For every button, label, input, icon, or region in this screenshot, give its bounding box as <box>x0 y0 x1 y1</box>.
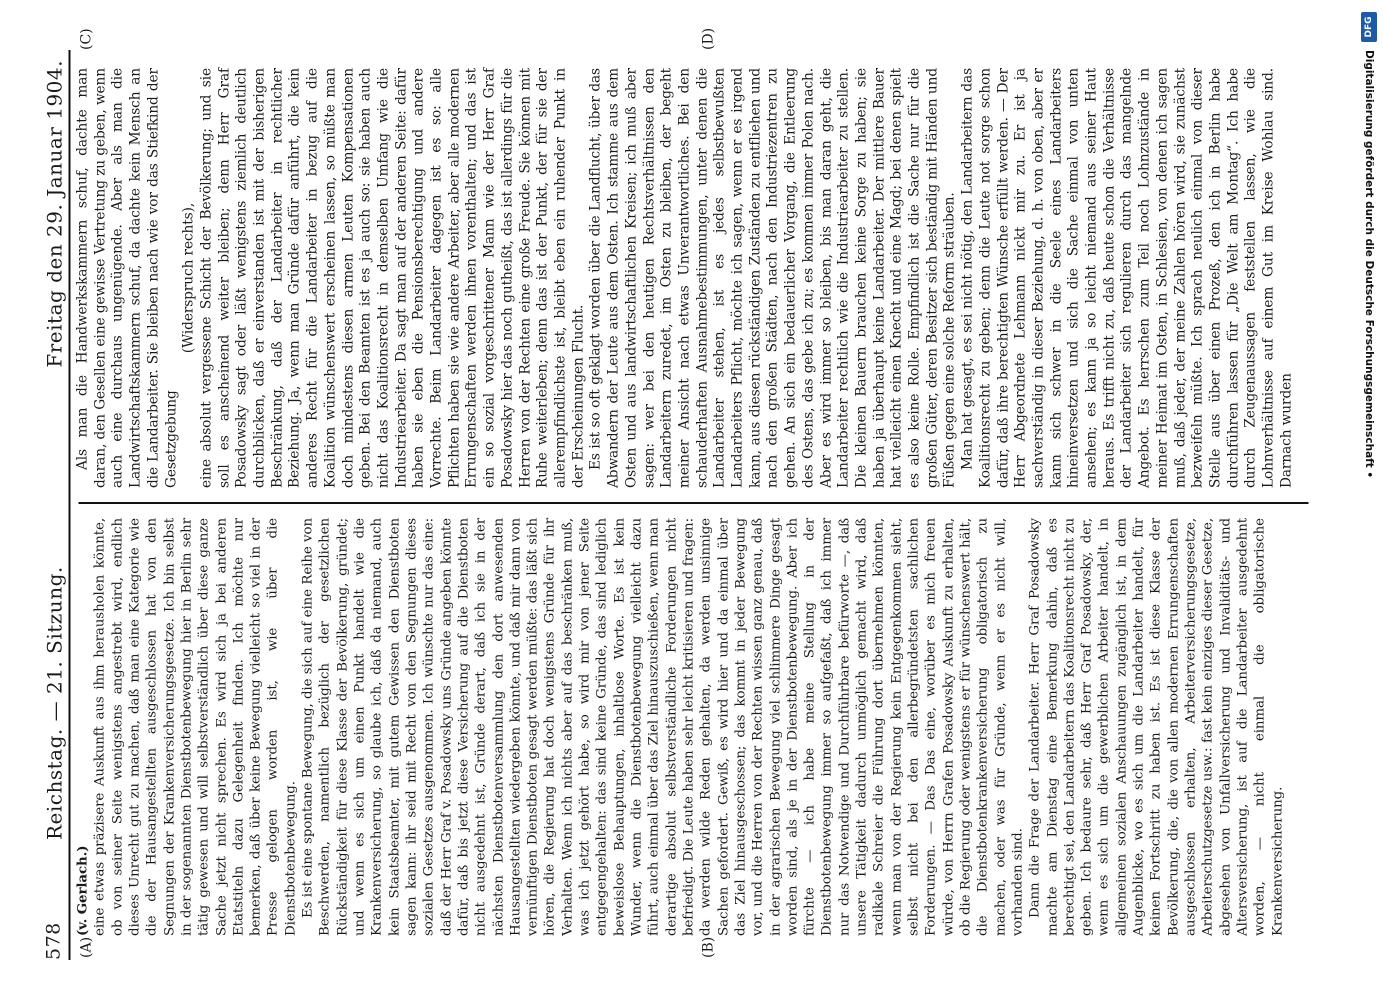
paragraph: eine etwas präzisere Auskunft aus ihm herausholen könnte, ob von seiner Seite wenigstens angestrebt wird, endlich dieses Unrecht gut zu machen, daß man eine Kategorie wie die der Hausangestellten ausgeschlossen hat von den Segnungen der Krankenversicherungsgesetze. Ich bin selbst in der sogenannten Dienstbotenbewegung hier in Berlin sehr tätig gewesen und will selbstverständlich über diese ganze Sache jetzt nicht sprechen. Es wird sich ja bei anderen Etatstiteln dazu Gelegenheit finden. Ich möchte nur bemerken, daß über keine Bewegung vielleicht so viel in der Presse gelogen worden ist, wie über die Dienstbotenbewegung. <box>92 518 298 936</box>
right-column <box>74 68 1296 488</box>
margin-marker-d: (D) <box>700 27 716 50</box>
margin-marker-b: (B) <box>700 936 716 958</box>
page-number: 578 <box>42 922 64 960</box>
page-header <box>40 60 70 960</box>
margin-marker-a: (A) <box>78 936 94 958</box>
paragraph: Als man die Handwerkskammern schuf, dachte man daran, den Gesellen eine gewisse Vertretung zu geben, wenn auch eine durchaus ungenügende. Aber als man die Landwirtschaftskammern schuf, da dachte kein Mensch an die Landarbeiter. Sie bleiben nach wie vor das Stiefkind der Gesetzgebung <box>74 68 179 488</box>
session-date: Freitag den 29. Januar 1904. <box>42 60 66 368</box>
paragraph: Man hat gesagt, es sei nicht nötig, den Landarbeitern das Koalitionsrecht zu geben; denn die Leute not sorge schon dafür, daß ihre berechtigten Wünsche erfüllt werden. — Der Herr Abgeordnete Lehmann nickt mir zu. Er ist ja sachverständig in dieser Beziehung, d. h. von oben, aber er kann sich schwer in die Seele eines Landarbeiters hineinversetzen und sich die Sache einmal von unten ansehen; es kann ja so leicht niemand aus seiner Haut heraus. Es trifft nicht zu, daß heute schon die Verhältnisse der Landarbeiter sich regulieren durch das mangelnde Angebot. Es herrschen zum Teil noch Lohnzustände in meiner Heimat im Osten, in Schlesien, von denen ich sagen muß, daß jeder, der meine Zahlen hören wird, sie zunächst bezweifeln müßte. Ich sprach neulich einmal von dieser Stelle aus über einen Prozeß, den ich in Berlin habe durchführen lassen für „Die Welt am Montag“. Ich habe durch Zeugenaussagen feststellen lassen, wie die Lohnverhältnisse auf einem Gut im Kreise Wohlau sind. Darnach wurden <box>959 68 1294 488</box>
interjection: (Widerspruch rechts), <box>180 202 197 354</box>
dfg-logo <box>1361 12 1377 42</box>
paragraph: eine absolut vergessene Schicht der Bevölkerung; und sie soll es anscheinend weiter bleiben; denn Herr Graf Posadowsky sagt oder läßt wenigstens ziemlich deutlich durchblicken, daß er einverstanden ist mit der bisherigen Beschränkung, daß der Landarbeiter in rechtlicher Beziehung. Ja, wenn man Gründe dafür anführt, die kein anderes Recht für die Landarbeiter in bezug auf die Koalition wünschenswert erscheinen lassen, so müßte man doch mindestens diesen armen Leuten Kompensationen geben. Bei den Beamten ist es ja auch so: sie haben auch nicht das Koalitionsrecht in demselben Umfang wie die Industriearbeiter. Da sagt man auf der anderen Seite: dafür haben sie eben die Pensionsberechtigung und andere Vorrechte. Beim Landarbeiter dagegen ist es so: alle Pflichten haben sie wie andere Arbeiter, aber alle modernen Errungenschaften werden ihnen vorenthalten; und das ist ein so sozial vorgeschrittener Mann wie der Herr Graf Posadowsky hier das noch gutheißt, das ist allerdings für die Herren von der Rechten eine große Freude. Sie können mit Ruhe weiterleben; denn das ist der Punkt, der für sie der allerempfindlichste ist, bleibt eben ein ruhender Punkt in der Erscheinungen Flucht. <box>197 68 586 488</box>
speaker-tag: (v. Gerlach.) <box>74 845 90 936</box>
margin-marker-c: (C) <box>78 28 94 50</box>
column-divider <box>78 503 1308 505</box>
digitization-credit: Digitalisierung gefördert durch die Deutsche Forschungsgemeinschaft • <box>1363 50 1375 479</box>
dfg-logo-text: DFG <box>1364 16 1374 38</box>
digitization-sidebar <box>1360 6 1378 994</box>
paragraph: Es ist so oft geklagt worden über die Landflucht, über das Abwandern der Leute aus dem Osten. Ich stamme aus dem Osten und aus landwirtschaftlichen Kreisen; ich muß aber sagen: wer bei den heutigen Rechtsverhältnissen den Landarbeitern zuredet, im Osten zu bleiben, der begeht meiner Ansicht nach etwas Unverantwortliches. Bei den schauderhaften Ausnahmebestimmungen, unter denen die Landarbeiter stehen, ist es jedes selbstbewußten Landarbeiters Pflicht, möchte ich sagen, wenn er es irgend kann, aus diesen rückständigen Zuständen zu entfliehen und nach den großen Städten, nach den Industriezentren zu gehen. An sich ein bedauerlicher Vorgang, die Entleerung des Ostens, das gebe ich zu; es kommen immer Polen nach. Aber es wird immer so bleiben, bis man daran geht, die Landarbeiter rechtlich wie die Industriearbeiter zu stellen. Die kleinen Bauern brauchen keine Sorge zu haben; sie haben ja überhaupt keine Landarbeiter. Der mittlere Bauer hat vielleicht einen Knecht und eine Magd; bei denen spielt es also keine Rolle. Empfindlich ist die Sache nur für die großen Güter, deren Besitzer sich beständig mit Händen und Füßen gegen eine solche Reform sträuben. <box>587 68 958 488</box>
paragraph: Es ist eine spontane Bewegung, die sich auf eine Reihe von Beschwerden, namentlich bezüglich der gesetzlichen Rückständigkeit für diese Klasse der Bevölkerung, gründet; und wenn es sich um einen Punkt handelt wie die Krankenversicherung, so glaube ich, daß da niemand, auch kein Staatsbeamter, mit gutem Gewissen den Dienstboten sagen kann: ihr seid mit Recht von den Segnungen dieses sozialen Gesetzes ausgenommen. Ich wünschte nur das eine: daß der Herr Graf v. Posadowsky uns Gründe angeben könnte dafür, daß bis jetzt diese Versicherung auf die Dienstboten nicht ausgedehnt ist, Gründe derart, daß ich sie in der nächsten Dienstbotenversammlung den dort anwesenden Hausangestellten wiedergeben könnte, und daß mir dann von vernünftigen Dienstboten gesagt werden müßte: das läßt sich hören, die Regierung hat doch wenigstens Gründe für ihr Verhalten. Wenn ich nichts aber auf das beschränken muß, was ich jetzt gehört habe, so wird mir von jener Seite entgegengehalten: das sind keine Gründe, das sind lediglich beweislose Behauptungen, inhaltlose Worte. Es ist kein Wunder, wenn die Dienstbotenbewegung vielleicht dazu führt, auch einmal über das Ziel hinauszuschießen, wenn man derartige absolut selbstverständliche Forderungen nicht befriedigt. Die Leute haben sehr leicht kritisieren und fragen: da werden wilde Reden gehalten, da werden unsinnige Sachen gefordert. Gewiß, es wird hier und da einmal über das Ziel hinausgeschossen; das kommt in jeder Bewegung vor, und die Herren von der Rechten wissen ganz genau, daß in der agrarischen Bewegung viel schlimmere Dinge gesagt worden sind, als je in der Dienstbotenbewegung. Aber ich fürchte — ich habe meine Stellung in der Dienstbotenbewegung immer so aufgefaßt, daß ich immer nur das Notwendige und Durchführbare befürworte —, daß unsere Tätigkeit dadurch unmöglich gemacht wird, daß radikale Schreier die Führung dort übernehmen könnten, wenn man von der Regierung kein Entgegenkommen sieht, selbst nicht bei den allerbegründetsten sachlichen Forderungen. — Das Das eine, worüber es mich freuen würde, von Herrn Grafen Posadowsky Auskunft zu erhalten, ob die Regierung oder wenigstens er für wünschenswert hält, die Dienstbotenkrankenversicherung obligatorisch zu machen, oder was für Gründe, wenn er es nicht will, vorhanden sind. <box>300 518 1025 936</box>
left-column <box>74 518 1286 936</box>
paragraph: Dann die Frage der Landarbeiter. Herr Graf Posadowsky machte am Dienstag eine Bemerkung dahin, daß es berechtigt sei, den Landarbeitern das Koalitionsrecht nicht zu geben. Ich bedaure sehr, daß Herr Graf Posadowsky, der, wenn es sich um die gewerblichen Arbeiter handelt, in allgemeinen sozialen Anschauungen zugänglich ist, in dem Augenblicke, wo es sich um die Landarbeiter handelt, für keinen Fortschritt zu haben ist. Es ist diese Klasse der Bevölkerung, die, die von allen modernen Errungenschaften ausgeschlossen erhalten, Arbeiterversicherungsgesetze, Arbeiterschutzgesetze usw.: fast kein einziges dieser Gesetze, abgesehen von Unfallversicherung und Invaliditäts- und Altersversicherung, ist auf die Landarbeiter ausgedehnt worden, — nicht einmal die obligatorische Krankenversicherung. <box>1027 518 1285 936</box>
header-rule <box>68 50 70 960</box>
session-title: Reichstag. — 21. Sitzung. <box>42 566 66 840</box>
